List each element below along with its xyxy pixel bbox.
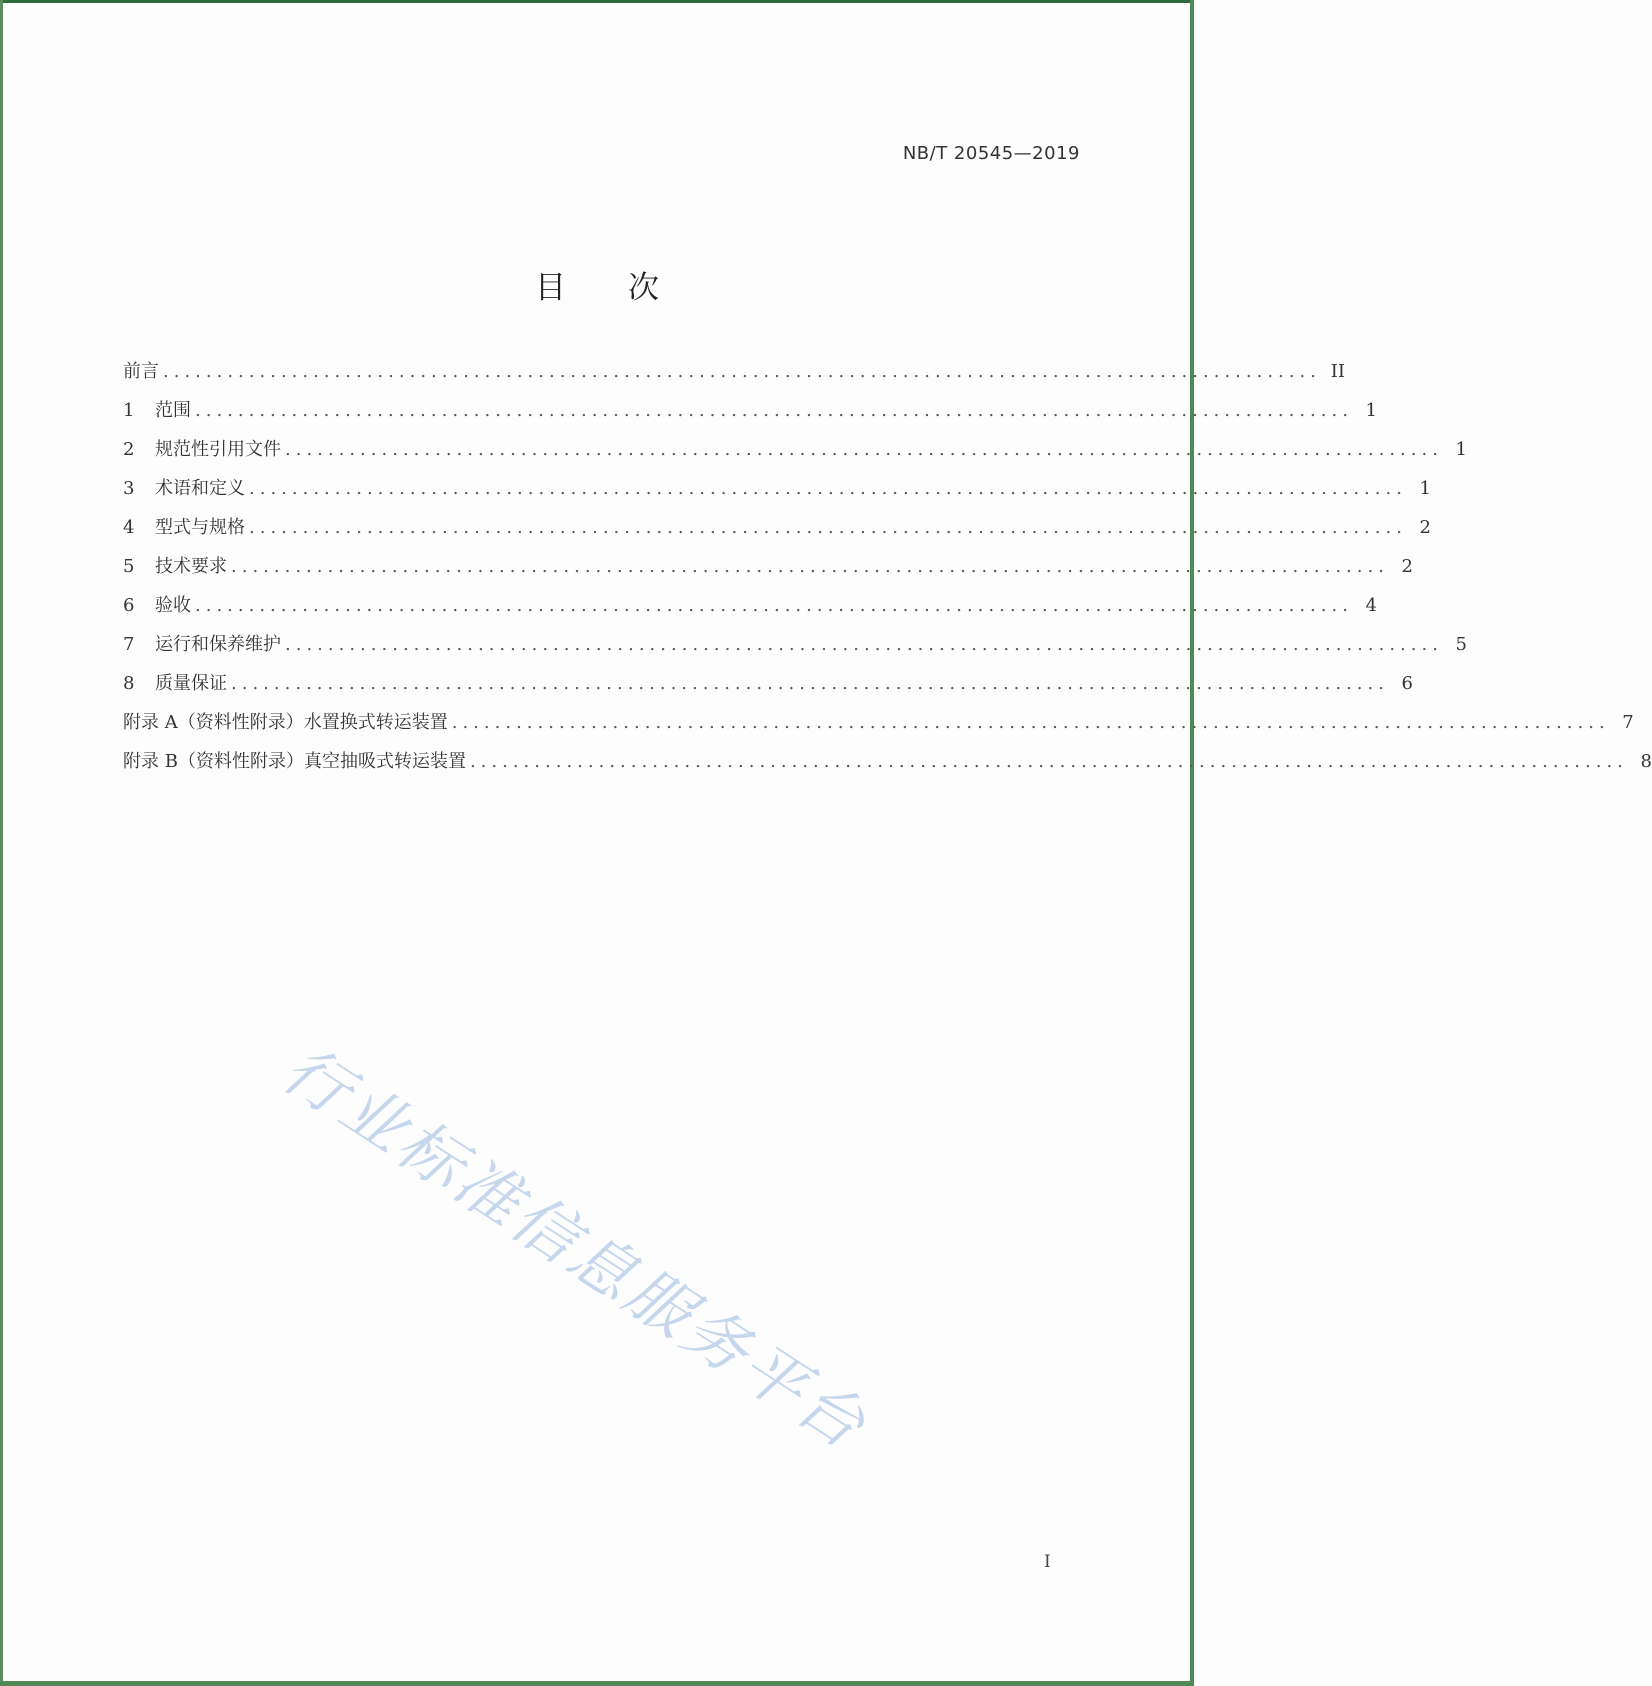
toc-leader-dots: ............................................................................................................ [163, 361, 1321, 382]
toc-entry-appendix-a[interactable] [123, 708, 1634, 747]
toc-leader-dots: ............................................................................................................ [451, 712, 1610, 733]
toc-leader-dots: ............................................................................................................ [469, 751, 1628, 772]
toc-entry-label: 附录 A（资料性附录） [123, 712, 304, 733]
toc-entry-page: 1 [1455, 439, 1467, 460]
toc-leader-dots: ............................................................................................................ [195, 400, 1353, 421]
toc-leader-dots: ............................................................................................................ [285, 634, 1443, 655]
toc-leader-dots: ............................................................................................................ [249, 478, 1407, 499]
toc-entry-page: 5 [1455, 634, 1467, 655]
scan-edge-left [0, 0, 3, 1686]
toc-leader-dots: ............................................................................................................ [285, 439, 1443, 460]
toc-entry-number: 8 [123, 673, 135, 694]
toc-entry-number: 3 [123, 478, 135, 499]
toc-entry-4[interactable] [123, 513, 1431, 552]
toc-entry-page: 6 [1401, 673, 1413, 694]
toc-entry-appendix-b[interactable] [123, 747, 1652, 786]
toc-entry-number: 4 [123, 517, 135, 538]
toc-entry-label: 范围 [155, 400, 191, 421]
toc-entry-foreword[interactable] [123, 357, 1345, 396]
toc-entry-6[interactable] [123, 591, 1377, 630]
toc-entry-number: 2 [123, 439, 135, 460]
toc-entry-number: 1 [123, 400, 135, 421]
toc-entry-7[interactable] [123, 630, 1467, 669]
toc-leader-dots: ............................................................................................................ [195, 595, 1353, 616]
toc-entry-label: 前言 [123, 361, 159, 382]
toc-entry-page: 7 [1622, 712, 1634, 733]
page-title [0, 262, 1194, 307]
toc-entry-3[interactable] [123, 474, 1431, 513]
toc-leader-dots: ............................................................................................................ [231, 556, 1389, 577]
toc-entry-page: 2 [1401, 556, 1413, 577]
toc-leader-dots: ............................................................................................................ [249, 517, 1407, 538]
toc-entry-number: 7 [123, 634, 135, 655]
toc-leader-dots: ............................................................................................................ [231, 673, 1389, 694]
scan-edge-top [0, 0, 1194, 3]
toc-entry-number: 5 [123, 556, 135, 577]
toc-entry-label: 型式与规格 [155, 517, 245, 538]
toc-entry-2[interactable] [123, 435, 1467, 474]
toc-entry-1[interactable] [123, 396, 1377, 435]
toc-entry-label: 规范性引用文件 [155, 439, 281, 460]
toc-entry-label: 附录 B（资料性附录） [123, 751, 304, 772]
toc-entry-label: 质量保证 [155, 673, 227, 694]
toc-entry-sublabel: 真空抽吸式转运装置 [303, 751, 466, 772]
toc-entry-number: 6 [123, 595, 135, 616]
toc-entry-page: 1 [1419, 478, 1431, 499]
page-title-char-2: 次 [628, 270, 659, 306]
watermark: 行业标准信息服务平台 [269, 1032, 881, 1465]
toc-entry-page: II [1330, 361, 1345, 382]
standard-code: NB/T 20545—2019 [902, 143, 1080, 164]
toc-entry-5[interactable] [123, 552, 1413, 591]
toc-entry-label: 术语和定义 [155, 478, 245, 499]
page-number: I [1044, 1552, 1051, 1572]
toc-entry-8[interactable] [123, 669, 1413, 708]
scan-edge-right [1190, 0, 1194, 1686]
toc-entry-label: 验收 [155, 595, 191, 616]
scan-edge-bottom [0, 1681, 1194, 1686]
toc-entry-sublabel: 水置换式转运装置 [303, 712, 448, 733]
toc-entry-label: 运行和保养维护 [155, 634, 281, 655]
toc-entry-page: 2 [1419, 517, 1431, 538]
toc-entry-page: 8 [1640, 751, 1652, 772]
page-title-char-1: 目 [535, 270, 566, 306]
table-of-contents [123, 357, 1652, 786]
toc-entry-page: 1 [1365, 400, 1377, 421]
toc-entry-page: 4 [1365, 595, 1377, 616]
toc-entry-label: 技术要求 [155, 556, 227, 577]
